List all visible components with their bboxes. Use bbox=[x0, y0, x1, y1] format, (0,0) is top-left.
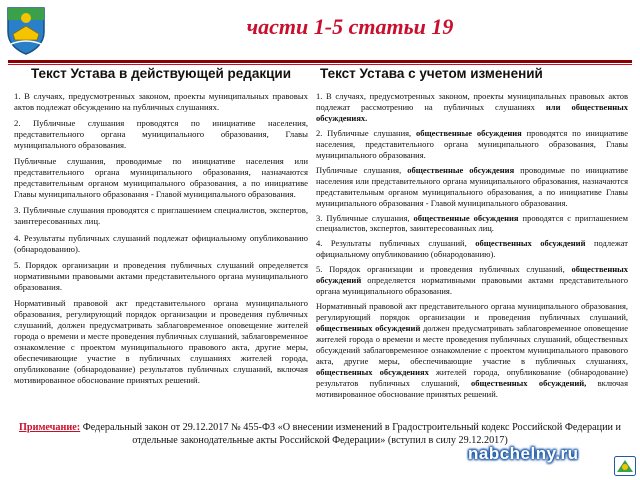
current-text-heading: Текст Устава в действующей редакции bbox=[30, 66, 292, 81]
highlighted-text: общественные обсуждения bbox=[415, 127, 522, 138]
paragraph bbox=[316, 128, 628, 161]
text-run: проводимые по инициативе населения или представительного органа муниципального образования, назначаются представительным органом муниципального образования, а по инициативе Главы муниципального образования - Главой муниципального образования. bbox=[316, 164, 628, 208]
highlighted-text: общественных обсуждений bbox=[316, 323, 421, 334]
highlighted-text: общественные обсуждения bbox=[407, 164, 515, 175]
text-run: Публичные слушания, проводимые по инициативе населения или представительного органа муниципального образования, назначаются представительным органом муниципального образования, а по инициативе Главы муниципального образования - Главой муниципального образования. bbox=[14, 156, 308, 200]
paragraph bbox=[14, 298, 308, 386]
current-text-column bbox=[14, 66, 308, 391]
text-run: Нормативный правовой акт представительного органа муниципального образования, регулирующий порядок организации и проведения публичных слушаний, bbox=[316, 301, 628, 323]
current-text-paragraphs bbox=[14, 91, 308, 386]
paragraph bbox=[14, 156, 308, 200]
text-run: 5. Порядок организации и проведения публичных слушаний определяется нормативными правовыми актами представительного органа муниципального образования. bbox=[14, 259, 308, 292]
text-run: проводятся с приглашением специалистов, экспертов, заинтересованных лиц. bbox=[316, 212, 628, 234]
text-run: 5. Порядок организации и проведения публичных слушаний, bbox=[316, 264, 572, 275]
text-run: жителей города, опубликование (обнародование) результатов публичных слушаний, bbox=[316, 366, 628, 388]
text-run: 2. Публичные слушания, bbox=[316, 127, 416, 138]
text-run: 4. Результаты публичных слушаний подлежат официальному опубликованию (обнародованию). bbox=[14, 232, 308, 254]
amended-text-heading: Текст Устава с учетом изменений bbox=[320, 66, 543, 81]
text-run: 1. В случаях, предусмотренных законом, проекты муниципальных правовых актов подлежат рассмотрению на публичных слушаниях bbox=[316, 91, 628, 112]
text-run: проводятся по инициативе населения, представительного органа муниципального образования, Главы муниципального образования. bbox=[316, 127, 628, 160]
text-run: включая мотивированное обоснование принятых решений. bbox=[316, 377, 628, 399]
highlighted-text: общественных обсуждениях bbox=[316, 366, 429, 377]
text-run: 1. В случаях, предусмотренных законом, проекты муниципальных правовых актов подлежат обсуждению на публичных слушаниях. bbox=[14, 91, 308, 113]
text-run: подлежат официальному опубликованию (обнародованию). bbox=[316, 238, 628, 260]
paragraph bbox=[316, 301, 628, 400]
footnote-text: Федеральный закон от 29.12.2017 № 455-ФЗ «О внесении изменений в Градостроительный кодекс Российской Федерации и отдельные законодательные акты Российской Федерации» (вступил в силу 29.12.2017) bbox=[80, 422, 621, 446]
text-run: 2. Публичные слушания проводятся по инициативе населения, представительного органа муниципального образования, Главы муниципального образования. bbox=[14, 118, 308, 151]
site-watermark: nabchelny.ru bbox=[468, 444, 579, 463]
paragraph bbox=[316, 91, 628, 124]
paragraph bbox=[316, 238, 628, 260]
text-run: 3. Публичные слушания, bbox=[316, 212, 414, 223]
text-run: Нормативный правовой акт представительного органа муниципального образования, регулирующий порядок организации и проведения публичных слушаний, должен предусматривать заблаговременное оповещение жителей города о времени и месте проведения публичных слушаний, заблаговременное ознакомление с проектом муниципального правового акта, другие меры, обеспечивающие участие в публичных слушаниях жителей города, опубликование (обнародование) результатов публичных слушаний, включая мотивированное обоснование принятых решений. bbox=[14, 297, 308, 386]
amended-text-paragraphs bbox=[316, 91, 628, 400]
paragraph bbox=[14, 91, 308, 113]
title-divider bbox=[8, 60, 632, 63]
page-title: части 1-5 статьи 19 bbox=[246, 14, 454, 39]
paragraph bbox=[14, 205, 308, 227]
paragraph bbox=[316, 165, 628, 209]
paragraph bbox=[14, 118, 308, 151]
text-run: 4. Результаты публичных слушаний, bbox=[316, 238, 476, 249]
footnote-label: Примечание: bbox=[19, 422, 81, 433]
highlighted-text: общественные обсуждения bbox=[413, 212, 519, 223]
text-run: определяется нормативными правовыми актами представительного органа муниципального образования. bbox=[316, 275, 628, 297]
paragraph bbox=[14, 233, 308, 255]
paragraph bbox=[316, 213, 628, 235]
highlighted-text: или общественных обсуждениях. bbox=[316, 101, 628, 123]
highlighted-text: общественных обсуждений bbox=[316, 264, 628, 286]
paragraph bbox=[14, 260, 308, 293]
highlighted-text: общественных обсуждений bbox=[475, 238, 586, 249]
amended-text-column bbox=[316, 66, 628, 404]
text-run: Публичные слушания, bbox=[316, 164, 408, 175]
highlighted-text: общественных обсуждений, bbox=[471, 377, 587, 388]
text-run: 3. Публичные слушания проводятся с приглашением специалистов, экспертов, заинтересованных лиц. bbox=[14, 205, 308, 227]
title-divider-thin bbox=[8, 64, 632, 65]
city-logo-badge-icon bbox=[614, 456, 636, 476]
text-run: должен предусматривать заблаговременное оповещение жителей города о времени и месте проведения публичных слушаний, общественных обсуждений заблаговременное ознакомление с проектом муниципального правового акта, другие меры, обеспечивающие участие в публичных слушаниях, bbox=[316, 323, 628, 366]
paragraph bbox=[316, 264, 628, 297]
